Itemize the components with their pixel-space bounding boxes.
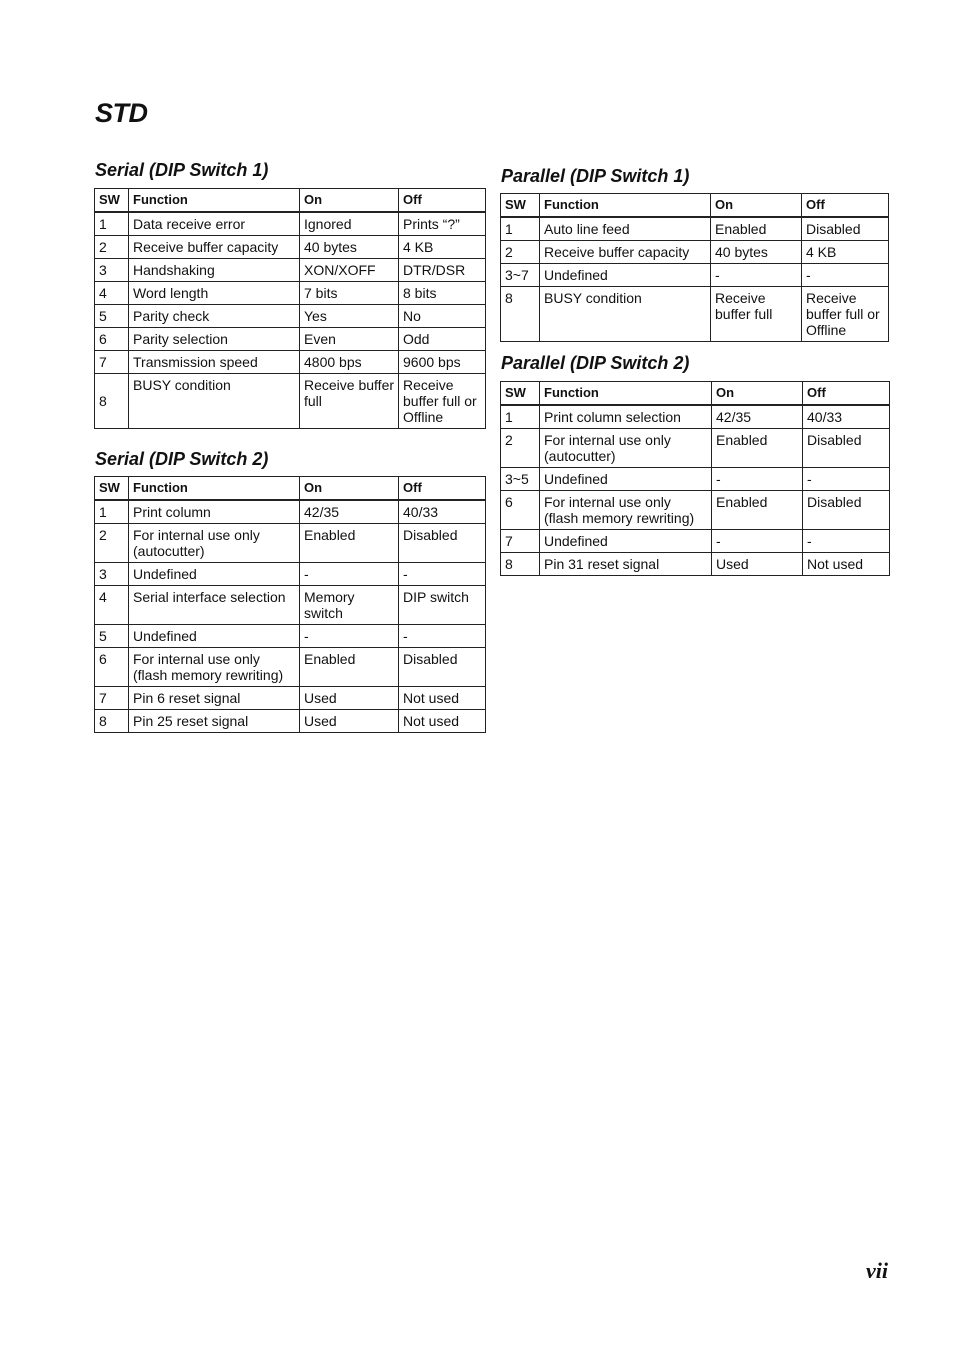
header-function: Function — [129, 477, 300, 501]
cell-sw: 7 — [95, 687, 129, 710]
header-sw: SW — [95, 189, 129, 213]
table-row — [95, 500, 486, 524]
cell-off: Disabled — [803, 429, 890, 468]
cell-function: Print column selection — [540, 405, 712, 429]
table-row — [501, 553, 890, 576]
header-function: Function — [129, 189, 300, 213]
cell-on: 7 bits — [300, 282, 399, 305]
table-row — [95, 259, 486, 282]
cell-function: Undefined — [540, 530, 712, 553]
cell-on: XON/XOFF — [300, 259, 399, 282]
cell-on: 40 bytes — [711, 241, 802, 264]
cell-sw: 1 — [95, 212, 129, 236]
cell-sw: 3~5 — [501, 468, 540, 491]
cell-off: 8 bits — [399, 282, 486, 305]
cell-on: - — [300, 625, 399, 648]
table-row — [95, 212, 486, 236]
header-off: Off — [802, 194, 889, 218]
table-row — [95, 710, 486, 733]
cell-sw: 8 — [95, 710, 129, 733]
cell-function: Pin 6 reset signal — [129, 687, 300, 710]
table-row — [95, 328, 486, 351]
cell-off: - — [802, 264, 889, 287]
cell-on: Memory switch — [300, 586, 399, 625]
cell-on: 42/35 — [712, 405, 803, 429]
cell-on: Yes — [300, 305, 399, 328]
cell-function: Serial interface selection — [129, 586, 300, 625]
table-row — [501, 217, 889, 241]
cell-function: Print column — [129, 500, 300, 524]
header-function: Function — [540, 382, 712, 406]
cell-sw: 8 — [501, 287, 540, 342]
cell-off: DIP switch — [399, 586, 486, 625]
cell-sw: 5 — [95, 305, 129, 328]
serial-dip1-title: Serial (DIP Switch 1) — [95, 160, 269, 180]
cell-on: - — [711, 264, 802, 287]
table-row — [95, 305, 486, 328]
cell-function: BUSY condition — [129, 374, 300, 429]
cell-on: - — [712, 468, 803, 491]
table-row — [95, 282, 486, 305]
parallel-dip2-title: Parallel (DIP Switch 2) — [501, 353, 690, 373]
cell-function: Receive buffer capacity — [129, 236, 300, 259]
header-function: Function — [540, 194, 711, 218]
serial-dip1-table — [94, 188, 486, 429]
cell-function: Handshaking — [129, 259, 300, 282]
page-number: vii — [866, 1258, 888, 1283]
cell-function: For internal use only (autocutter) — [540, 429, 712, 468]
cell-off: Not used — [803, 553, 890, 576]
cell-sw: 2 — [95, 524, 129, 563]
header-off: Off — [803, 382, 890, 406]
cell-off: DTR/DSR — [399, 259, 486, 282]
header-on: On — [300, 189, 399, 213]
header-on: On — [712, 382, 803, 406]
cell-on: Used — [300, 687, 399, 710]
cell-function: Word length — [129, 282, 300, 305]
cell-sw: 8 — [95, 374, 129, 429]
cell-sw: 7 — [95, 351, 129, 374]
cell-on: Used — [300, 710, 399, 733]
table-row — [95, 648, 486, 687]
table-row — [501, 287, 889, 342]
cell-off: Receive buffer full or Offline — [399, 374, 486, 429]
cell-off: Odd — [399, 328, 486, 351]
cell-on: Even — [300, 328, 399, 351]
cell-off: - — [803, 468, 890, 491]
header-on: On — [300, 477, 399, 501]
serial-dip2-title: Serial (DIP Switch 2) — [95, 449, 269, 469]
cell-function: For internal use only (autocutter) — [129, 524, 300, 563]
cell-off: - — [399, 563, 486, 586]
table-header-row — [95, 189, 486, 213]
table-row — [501, 429, 890, 468]
cell-function: Undefined — [129, 625, 300, 648]
header-sw: SW — [501, 382, 540, 406]
cell-sw: 6 — [501, 491, 540, 530]
table-row — [95, 563, 486, 586]
cell-sw: 1 — [501, 405, 540, 429]
cell-function: Pin 25 reset signal — [129, 710, 300, 733]
cell-sw: 6 — [95, 328, 129, 351]
cell-function: Undefined — [129, 563, 300, 586]
cell-off: Not used — [399, 687, 486, 710]
table-header-row — [501, 194, 889, 218]
header-off: Off — [399, 189, 486, 213]
cell-on: Receive buffer full — [711, 287, 802, 342]
parallel-dip2-table — [500, 381, 890, 576]
cell-off: 9600 bps — [399, 351, 486, 374]
table-row — [95, 625, 486, 648]
serial-dip2-table — [94, 476, 486, 733]
table-row — [95, 586, 486, 625]
cell-sw: 8 — [501, 553, 540, 576]
cell-off: 40/33 — [803, 405, 890, 429]
cell-function: Parity check — [129, 305, 300, 328]
header-sw: SW — [501, 194, 540, 218]
cell-on: Enabled — [300, 524, 399, 563]
cell-off: Disabled — [802, 217, 889, 241]
cell-sw: 2 — [501, 429, 540, 468]
table-row — [501, 241, 889, 264]
table-row — [95, 524, 486, 563]
table-header-row — [95, 477, 486, 501]
cell-off: Not used — [399, 710, 486, 733]
cell-off: Disabled — [803, 491, 890, 530]
cell-on: Used — [712, 553, 803, 576]
cell-function: Pin 31 reset signal — [540, 553, 712, 576]
header-sw: SW — [95, 477, 129, 501]
cell-off: Prints “?” — [399, 212, 486, 236]
table-row — [501, 264, 889, 287]
page-title: STD — [95, 98, 148, 128]
cell-sw: 1 — [501, 217, 540, 241]
table-row — [501, 491, 890, 530]
cell-function: Parity selection — [129, 328, 300, 351]
cell-off: Disabled — [399, 648, 486, 687]
cell-function: For internal use only (flash memory rewriting) — [540, 491, 712, 530]
cell-sw: 2 — [501, 241, 540, 264]
cell-function: Data receive error — [129, 212, 300, 236]
table-row — [501, 530, 890, 553]
table-row — [501, 405, 890, 429]
cell-sw: 3 — [95, 563, 129, 586]
header-off: Off — [399, 477, 486, 501]
cell-on: Receive buffer full — [300, 374, 399, 429]
cell-sw: 3 — [95, 259, 129, 282]
cell-function: Auto line feed — [540, 217, 711, 241]
cell-sw: 2 — [95, 236, 129, 259]
cell-on: 4800 bps — [300, 351, 399, 374]
cell-sw: 1 — [95, 500, 129, 524]
cell-function: Receive buffer capacity — [540, 241, 711, 264]
cell-on: - — [300, 563, 399, 586]
cell-on: 42/35 — [300, 500, 399, 524]
table-row — [95, 351, 486, 374]
cell-sw: 7 — [501, 530, 540, 553]
cell-on: - — [712, 530, 803, 553]
table-header-row — [501, 382, 890, 406]
cell-function: For internal use only (flash memory rewriting) — [129, 648, 300, 687]
header-on: On — [711, 194, 802, 218]
cell-on: Ignored — [300, 212, 399, 236]
cell-off: 40/33 — [399, 500, 486, 524]
cell-on: 40 bytes — [300, 236, 399, 259]
cell-sw: 6 — [95, 648, 129, 687]
table-row — [95, 374, 486, 429]
cell-function: Undefined — [540, 264, 711, 287]
cell-off: No — [399, 305, 486, 328]
parallel-dip1-title: Parallel (DIP Switch 1) — [501, 166, 690, 186]
cell-off: Receive buffer full or Offline — [802, 287, 889, 342]
cell-off: Disabled — [399, 524, 486, 563]
table-row — [501, 468, 890, 491]
cell-off: 4 KB — [802, 241, 889, 264]
cell-sw: 4 — [95, 586, 129, 625]
cell-function: Transmission speed — [129, 351, 300, 374]
cell-off: - — [399, 625, 486, 648]
cell-sw: 5 — [95, 625, 129, 648]
cell-sw: 4 — [95, 282, 129, 305]
table-row — [95, 687, 486, 710]
cell-sw: 3~7 — [501, 264, 540, 287]
cell-on: Enabled — [712, 491, 803, 530]
cell-on: Enabled — [711, 217, 802, 241]
cell-function: Undefined — [540, 468, 712, 491]
parallel-dip1-table — [500, 193, 889, 342]
cell-off: 4 KB — [399, 236, 486, 259]
table-row — [95, 236, 486, 259]
cell-function: BUSY condition — [540, 287, 711, 342]
cell-on: Enabled — [712, 429, 803, 468]
cell-on: Enabled — [300, 648, 399, 687]
cell-off: - — [803, 530, 890, 553]
